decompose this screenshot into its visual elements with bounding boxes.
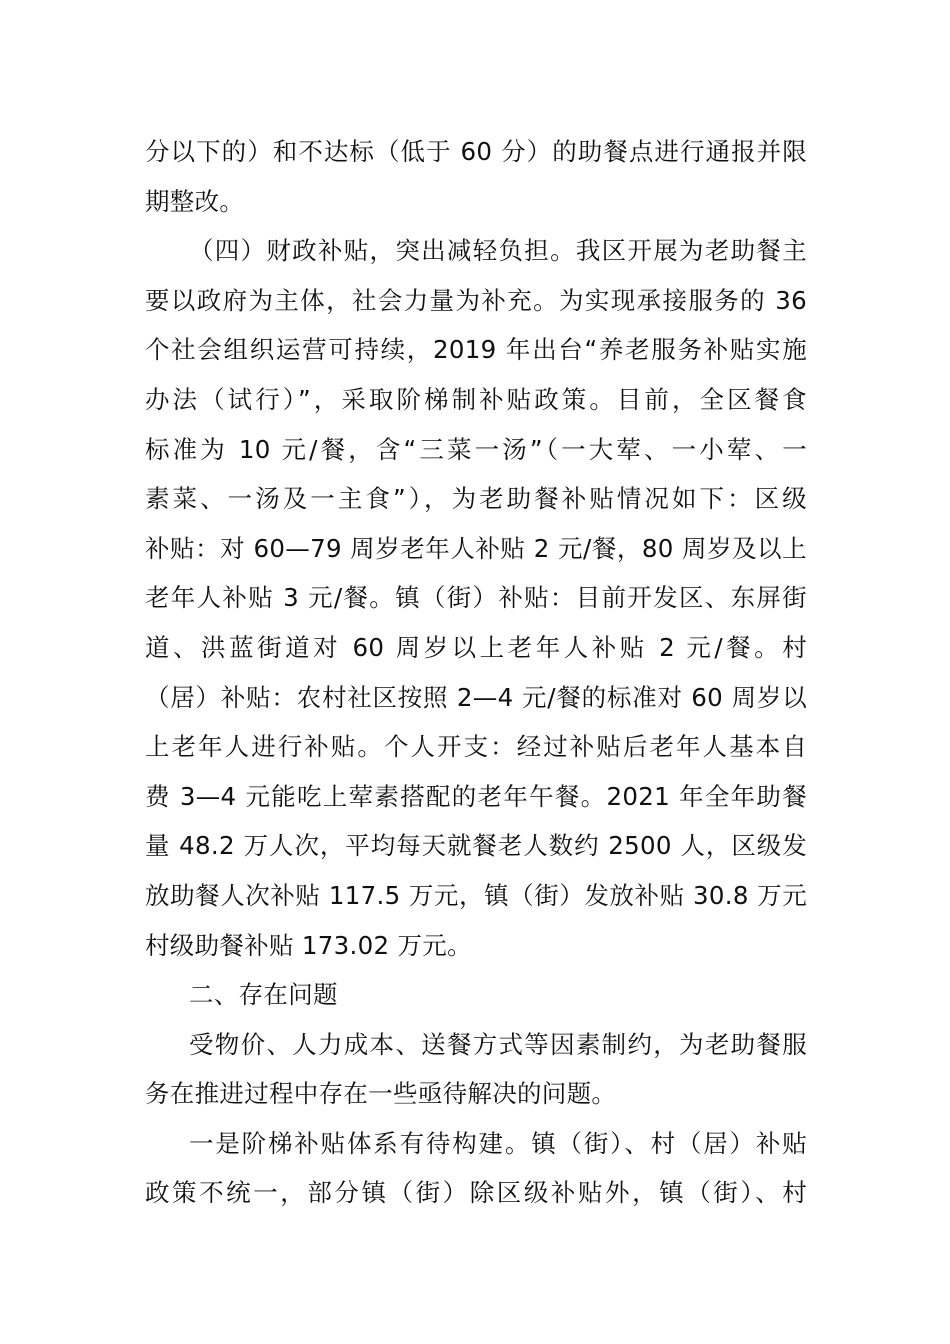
- text-line: 补贴：对 60—79 周岁老年人补贴 2 元/餐，80 周岁及以上: [145, 533, 807, 563]
- text-line: 期整改。: [145, 186, 245, 216]
- text-line: 放助餐人次补贴 117.5 万元，镇（街）发放补贴 30.8 万元: [145, 880, 807, 910]
- text-line: 村级助餐补贴 173.02 万元。: [145, 930, 472, 960]
- section-heading: 二、存在问题: [189, 980, 338, 1010]
- text-line: 办法（试行）”，采取阶梯制补贴政策。目前，全区餐食: [145, 384, 807, 414]
- text-line: 道、洪蓝街道对 60 周岁以上老年人补贴 2 元/餐。村: [145, 632, 807, 662]
- text-line: 标准为 10 元/餐，含“三菜一汤”（一大荤、一小荤、一: [145, 434, 807, 464]
- text-line: 要以政府为主体，社会力量为补充。为实现承接服务的 36: [145, 285, 807, 315]
- text-line: （居）补贴：农村社区按照 2—4 元/餐的标准对 60 周岁以: [145, 682, 807, 712]
- text-line: 老年人补贴 3 元/餐。镇（街）补贴：目前开发区、东屏街: [145, 583, 807, 613]
- text-line: 费 3—4 元能吃上荤素搭配的老年午餐。2021 年全年助餐: [145, 781, 807, 811]
- text-line: 受物价、人力成本、送餐方式等因素制约，为老助餐服: [189, 1029, 807, 1059]
- text-line: 政策不统一，部分镇（街）除区级补贴外，镇（街）、村: [145, 1178, 807, 1208]
- paragraph-heading-line: （四）财政补贴，突出减轻负担。我区开展为老助餐主: [189, 236, 807, 266]
- text-line: 分以下的）和不达标（低于 60 分）的助餐点进行通报并限: [145, 137, 807, 166]
- text-line: 一是阶梯补贴体系有待构建。镇（街）、村（居）补贴: [189, 1128, 807, 1158]
- text-line: 务在推进过程中存在一些亟待解决的问题。: [145, 1079, 617, 1109]
- document-body: [145, 127, 807, 1218]
- text-line: 素菜、一汤及一主食”），为老助餐补贴情况如下：区级: [145, 484, 807, 514]
- text-line: 量 48.2 万人次，平均每天就餐老人数约 2500 人，区级发: [145, 831, 807, 861]
- text-line: 上老年人进行补贴。个人开支：经过补贴后老年人基本自: [145, 732, 807, 762]
- text-line: 个社会组织运营可持续，2019 年出台“养老服务补贴实施: [145, 335, 807, 365]
